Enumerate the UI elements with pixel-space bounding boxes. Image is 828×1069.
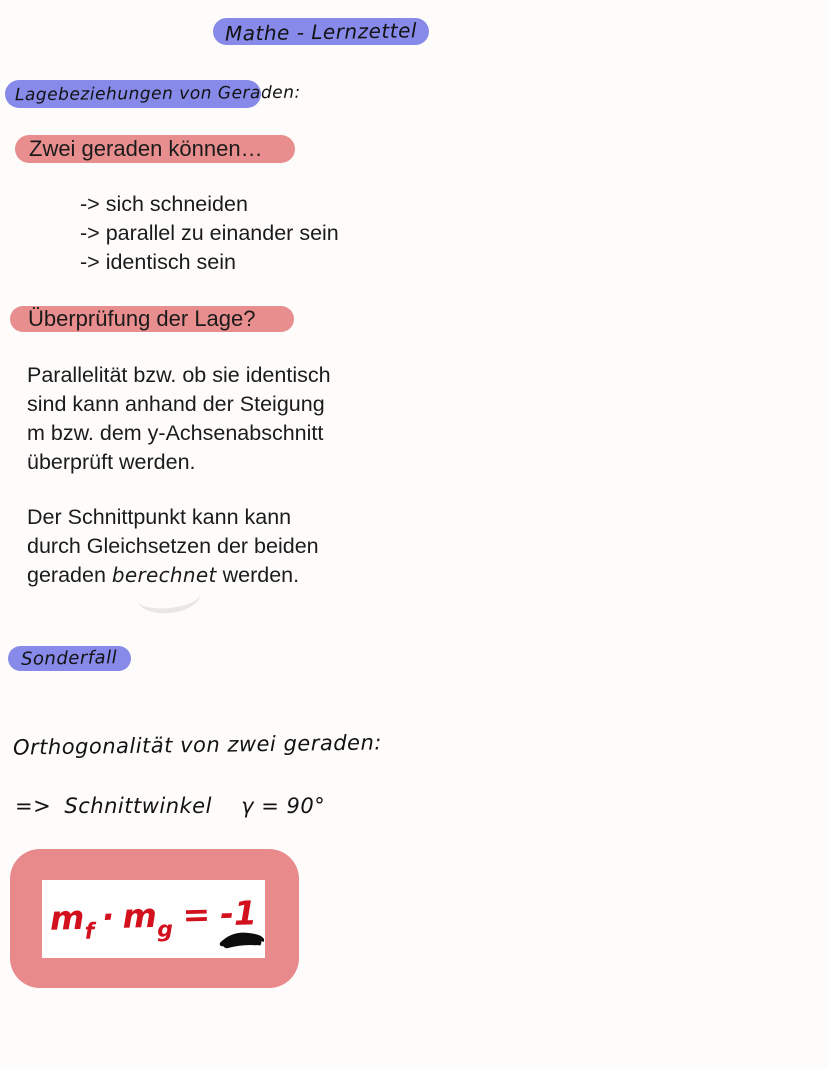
formula-dot: · — [101, 896, 115, 936]
formula-m1: m — [49, 897, 85, 938]
subheading-sonderfall-highlight — [8, 646, 131, 671]
schnittwinkel-label: Schnittwinkel — [64, 794, 212, 818]
typed-fragment: geraden — [27, 563, 112, 587]
paragraph-line: sind kann anhand der Steigung — [27, 392, 325, 416]
paragraph-parallelitaet — [27, 361, 331, 477]
handwritten-word-berechnet: berechnet — [111, 563, 217, 587]
section-heading-highlight — [5, 80, 301, 108]
list-item: -> sich schneiden — [80, 192, 248, 216]
formula-m2: m — [121, 895, 158, 936]
cases-list — [80, 190, 339, 277]
subheading-ueberpruefung-highlight — [10, 306, 294, 332]
subheading-zwei-geraden-highlight — [15, 135, 295, 163]
formula-sub-g: g — [156, 916, 174, 943]
paragraph-line: Der Schnittpunkt kann kann — [27, 505, 292, 529]
paragraph-line: m bzw. dem y-Achsenabschnitt — [27, 421, 324, 445]
paragraph-line: Parallelität bzw. ob sie identisch — [27, 363, 331, 387]
formula-highlight-box — [10, 849, 299, 988]
paragraph-line: durch Gleichsetzen der beiden — [27, 534, 319, 558]
subheading-ueberpruefung: Überprüfung der Lage? — [28, 306, 256, 331]
note-title-highlight — [213, 18, 429, 45]
formula-sub-f: f — [84, 919, 95, 945]
subheading-sonderfall: Sonderfall — [21, 647, 118, 670]
typed-fragment: werden. — [216, 563, 300, 587]
list-item: -> identisch sein — [80, 250, 236, 274]
angle-value: γ = 90° — [241, 794, 326, 818]
handwritten-schnittwinkel — [15, 794, 325, 818]
formula-card — [42, 880, 265, 958]
handwritten-orthogonalitaet: Orthogonalität von zwei geraden: — [12, 730, 383, 760]
paragraph-schnittpunkt — [27, 503, 319, 590]
paragraph-line: überprüft werden. — [27, 450, 196, 474]
formula-value: -1 — [219, 892, 258, 933]
black-scribble-mark — [218, 928, 264, 950]
section-heading: Lagebeziehungen von Geraden: — [14, 82, 301, 106]
arrow-glyph: => — [15, 794, 52, 818]
note-title: Mathe - Lernzettel — [224, 17, 418, 46]
subheading-zwei-geraden: Zwei geraden können… — [29, 136, 263, 161]
formula-equals: = — [182, 894, 211, 934]
list-item: -> parallel zu einander sein — [80, 221, 339, 245]
